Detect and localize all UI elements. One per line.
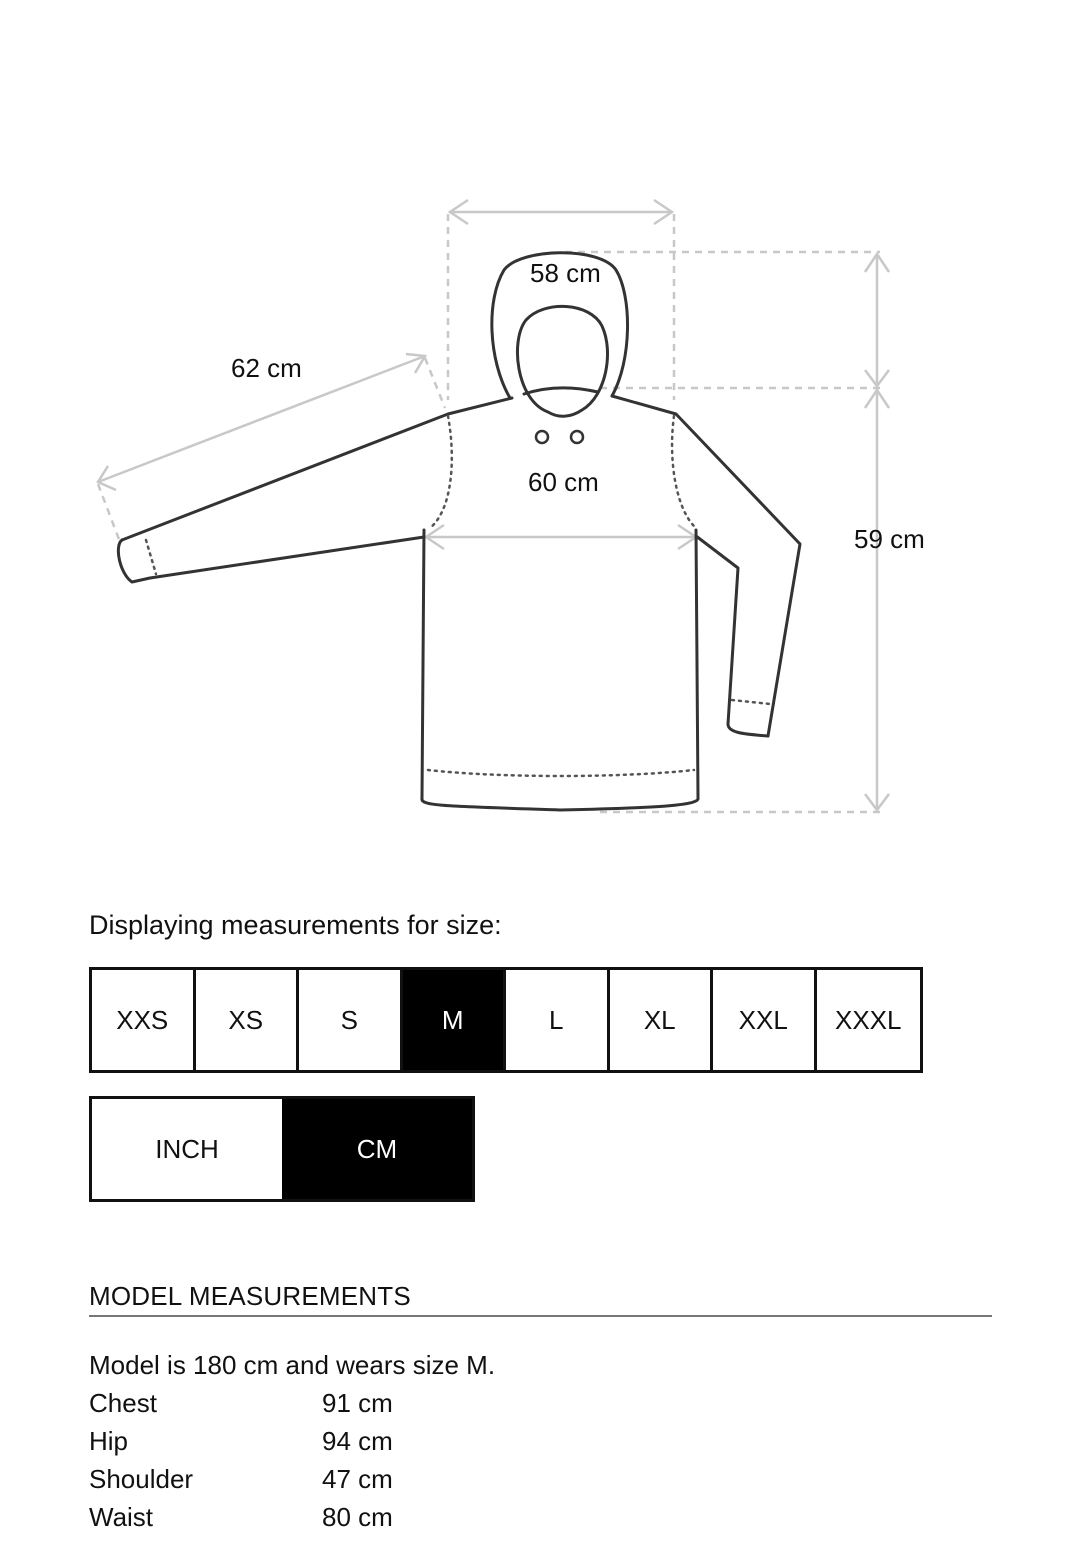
model-measurements-heading: MODEL MEASUREMENTS	[89, 1281, 411, 1311]
right-cuff-seam	[732, 700, 770, 704]
size-button-m[interactable]: M	[403, 970, 507, 1070]
measurement-name: Waist	[89, 1502, 154, 1532]
model-summary: Model is 180 cm and wears size M.	[89, 1350, 496, 1380]
right-sleeve-inner	[696, 536, 738, 724]
size-button-xs[interactable]: XS	[196, 970, 300, 1070]
size-selector	[89, 967, 923, 1073]
left-cuff-seam	[146, 540, 156, 574]
measurement-value: 47 cm	[322, 1464, 393, 1494]
hem	[422, 798, 698, 810]
left-sleeve-top	[122, 398, 512, 540]
left-armhole-seam	[430, 416, 452, 528]
size-button-xl[interactable]: XL	[610, 970, 714, 1070]
sleeve-length-label: 62 cm	[231, 353, 302, 383]
measurement-name: Shoulder	[89, 1464, 194, 1494]
size-button-s[interactable]: S	[299, 970, 403, 1070]
unit-button-inch[interactable]: INCH	[92, 1099, 282, 1199]
hood-inner	[517, 306, 607, 416]
measurement-name: Hip	[89, 1426, 129, 1456]
section-divider	[89, 1315, 992, 1317]
left-cuff	[118, 540, 150, 582]
measurement-value: 91 cm	[322, 1388, 393, 1418]
drawstring-eyelet-left	[536, 431, 548, 443]
unit-button-cm[interactable]: CM	[282, 1099, 472, 1199]
measurement-name: Chest	[89, 1388, 157, 1418]
left-sleeve-bottom	[150, 537, 424, 578]
size-button-l[interactable]: L	[506, 970, 610, 1070]
body-left	[422, 530, 424, 798]
chest-width-label: 60 cm	[528, 467, 599, 497]
measurement-value: 80 cm	[322, 1502, 393, 1532]
hem-seam	[428, 770, 694, 776]
body-length-label: 59 cm	[854, 524, 925, 554]
sleeve-guide-shoulder	[425, 358, 445, 408]
model-measurements-table	[89, 1386, 393, 1538]
size-button-xxxl[interactable]: XXXL	[817, 970, 921, 1070]
neckline	[524, 388, 598, 394]
size-button-xxl[interactable]: XXL	[713, 970, 817, 1070]
measurement-row	[89, 1500, 393, 1538]
body-right	[696, 530, 698, 798]
unit-selector	[89, 1096, 475, 1202]
hood-width-label: 58 cm	[530, 258, 601, 288]
measurement-row	[89, 1386, 393, 1424]
measurement-row	[89, 1462, 393, 1500]
sleeve-guide-cuff	[98, 484, 120, 542]
right-sleeve-outer	[612, 396, 800, 736]
right-cuff	[728, 724, 768, 736]
drawstring-eyelet-right	[571, 431, 583, 443]
size-button-xxs[interactable]: XXS	[92, 970, 196, 1070]
measurement-row	[89, 1424, 393, 1462]
measurement-value: 94 cm	[322, 1426, 393, 1456]
size-prompt: Displaying measurements for size:	[89, 910, 502, 940]
